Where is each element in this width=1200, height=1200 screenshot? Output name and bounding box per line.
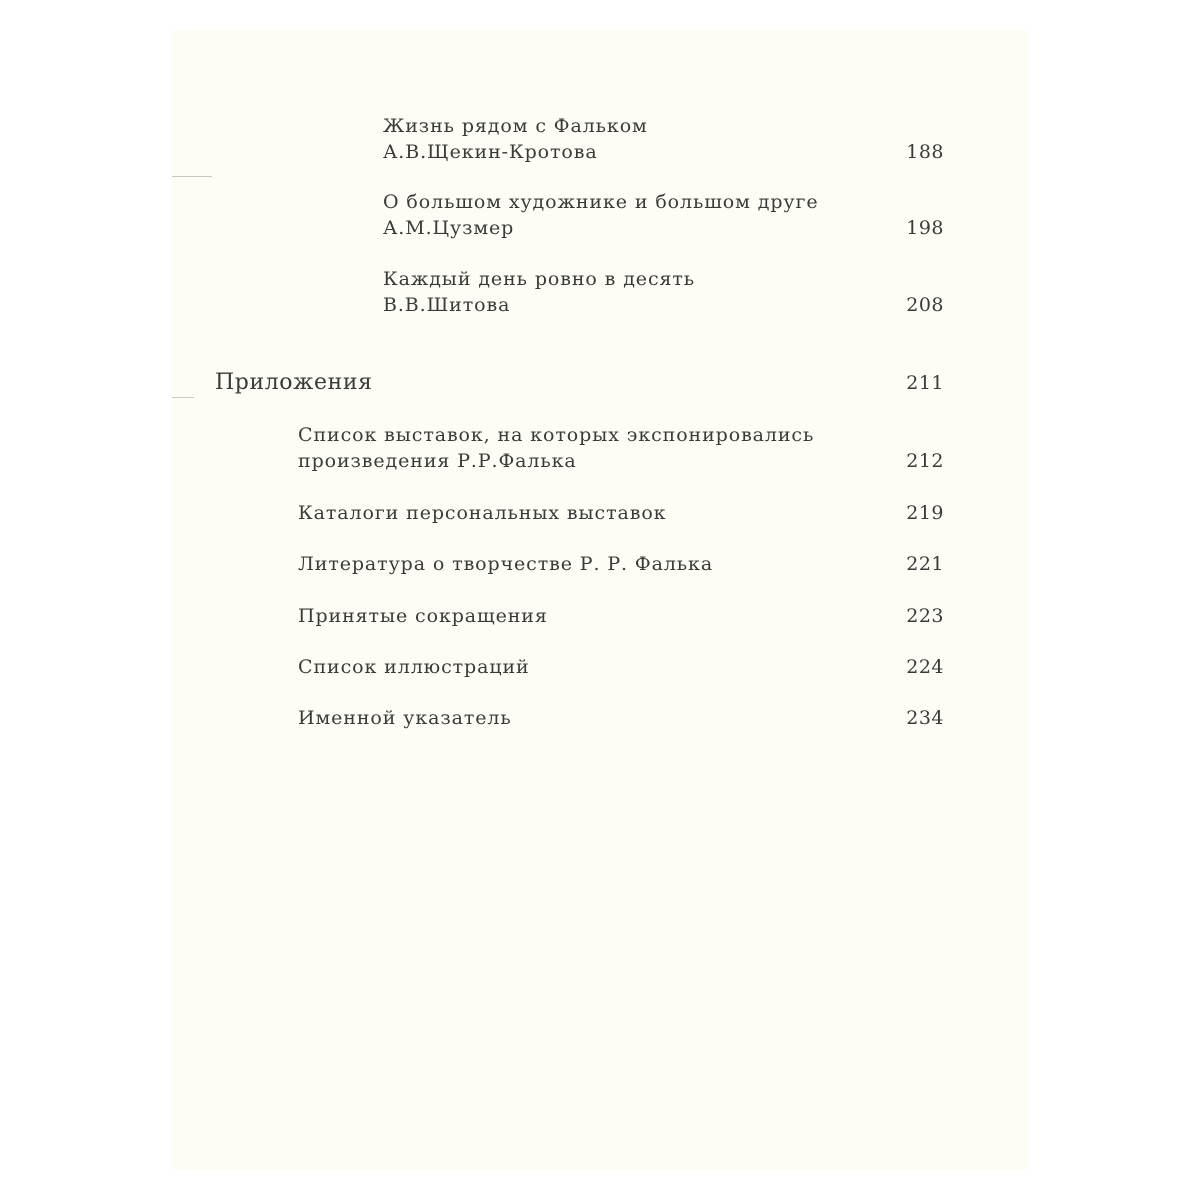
entry-title: Именной указатель: [298, 707, 512, 729]
section-title: Приложения: [215, 370, 373, 395]
entry-title: Жизнь рядом с Фальком: [383, 115, 648, 137]
toc-entry-appendix: [298, 603, 548, 629]
page-number: 208: [906, 294, 944, 316]
toc-entry-appendix: [298, 705, 512, 731]
entry-title: Принятые сокращения: [298, 605, 548, 627]
toc-entry-memoir: [383, 189, 818, 241]
toc-entry-appendix: [298, 422, 814, 474]
toc-entry-appendix: [298, 551, 713, 577]
entry-title: Каждый день ровно в десять: [383, 268, 696, 290]
page-number: 198: [906, 217, 944, 239]
section-page-number: 211: [906, 372, 944, 394]
entry-title-continued: произведения Р.Р.Фалька: [298, 450, 577, 472]
toc-entry-appendix: [298, 654, 530, 680]
entry-author: А.В.Щекин-Кротова: [383, 141, 598, 163]
entry-author: А.М.Цузмер: [383, 217, 515, 239]
entry-title: Список выставок, на которых экспонировались: [298, 424, 815, 446]
page-number: 212: [906, 450, 944, 472]
entry-title: Литература о творчестве Р. Р. Фалька: [298, 553, 714, 575]
page-number: 234: [906, 707, 944, 729]
entry-title: Каталоги персональных выставок: [298, 502, 667, 524]
page-number: 223: [906, 605, 944, 627]
page-number: 221: [906, 553, 944, 575]
page-number: 224: [906, 656, 944, 678]
page-number: 219: [906, 502, 944, 524]
toc-entry-memoir: [383, 113, 648, 165]
page-number: 188: [906, 141, 944, 163]
entry-title: О большом художнике и большом друге: [383, 191, 819, 213]
entry-title: Список иллюстраций: [298, 656, 530, 678]
toc-entry-memoir: [383, 266, 695, 318]
entry-author: В.В.Шитова: [383, 294, 511, 316]
toc-entry-appendix: [298, 500, 666, 526]
